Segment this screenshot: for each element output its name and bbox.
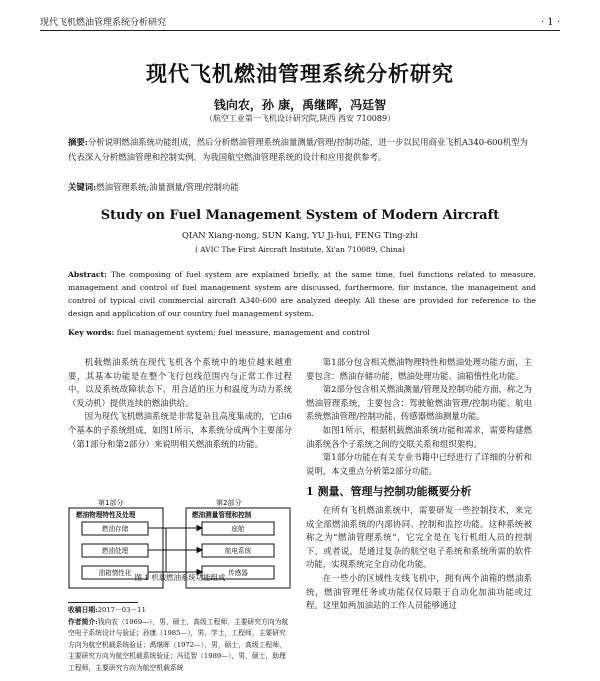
figure-1-caption: 图 1 机载燃油系统功能组成 [134, 573, 226, 582]
chinese-keywords-label: 关键词: [68, 182, 97, 192]
section-heading: 1 测量、管理与控制功能概要分析 [306, 485, 472, 499]
footnote [68, 605, 292, 675]
footnote-received-date: 2017－03－11 [97, 606, 146, 614]
chinese-title: 现代飞机燃油管理系统分析研究 [146, 61, 454, 86]
running-head-title: 现代飞机燃油管理系统分析研究 [40, 18, 167, 28]
running-head [40, 12, 560, 28]
header-rule [40, 30, 560, 31]
body-paragraph: 在一些小的区域性支线飞机中，拥有两个油箱的燃油系统，燃油管理任务或功能仅仅局限于自动化加油功能或过程。这里如两加油站的工作人员能够通过 [306, 572, 532, 611]
chinese-abstract [68, 135, 536, 165]
body-paragraph: 因为现代飞机燃油系统是非常复杂且高度集成的，它由6个基本的子系统组成，如图1所示，本系统分成两个主要部分（第1部分和第2部分）来说明相关燃油系统的功能。 [68, 411, 292, 449]
body-paragraph: 第1部分功能在有关专业书籍中已经进行了详细的分析和说明，本文重点分析第2部分功能。 [306, 452, 532, 476]
figure-item: 油箱惰性化 [98, 569, 132, 577]
body-paragraph: 第1部分包含相关燃油物理特性和燃油处理功能方面，主要包含：燃油存储功能、燃油处理功能、油箱惰性化功能。 [306, 357, 532, 381]
page-number: · 1 · [540, 17, 560, 28]
english-keywords-label: Key words: [68, 328, 115, 337]
english-keywords [68, 328, 536, 337]
english-abstract-label: Abstract: [68, 270, 107, 279]
english-keywords-text: fuel management system; fuel measure, management and control [116, 328, 370, 337]
figure-item: 座舱 [231, 525, 245, 533]
english-authors: QIAN Xiang-nong, SUN Kang, YU Ji-hui, FENG Ting-zhi [182, 230, 418, 240]
figure-item: 航电系统 [224, 547, 252, 555]
left-column [68, 356, 292, 451]
figure-item: 燃油处理 [101, 547, 129, 555]
body-paragraph: 在所有飞机燃油系统中，需要研发一些控制技术，来完成全部燃油系统的内部协同、控制和监控功能。这种系统被称之为“燃油管理系统”，它完全是在飞行机组人员的控制下，或者说，是通过复杂的航空电子系统和系统所需的软件功能，实现系统完全自动化功能。 [306, 504, 532, 570]
english-abstract-text: The composing of fuel system are explained briefly, at the same time, fuel functions related to measure, management and control of fuel management system are discussed, furthermore, for instance, the management and control of typical civil commercial aircraft A340-600 are analyzed deeply. All these are provided for reference to the design and application of our country fuel management system. [68, 270, 536, 318]
chinese-abstract-label: 摘要: [68, 137, 88, 147]
footnote-bio [68, 617, 292, 675]
figure-item: 燃油存储 [101, 525, 129, 533]
figure-part1-label: 第1部分 [98, 499, 124, 507]
footnote-received [68, 605, 292, 617]
chinese-keywords [68, 181, 536, 193]
english-abstract [68, 268, 536, 320]
chinese-keywords-text: 燃油管理系统;油量测量/管理/控制功能 [96, 182, 239, 192]
footnote-rule [68, 602, 138, 603]
english-title: Study on Fuel Management System of Modern Aircraft [100, 208, 500, 223]
figure-part1-header: 燃油物理特性及处理 [76, 511, 136, 519]
chinese-authors: 钱向农，孙 康，禹继晖，冯廷智 [213, 98, 387, 112]
footnote-received-label: 收稿日期: [68, 606, 98, 614]
chinese-affiliation: （航空工业第一飞机设计研究院,陕西 西安 710089） [204, 114, 396, 123]
figure-part2-header: 燃油测量管理和控制 [192, 511, 252, 519]
figure-arrowhead [197, 548, 202, 553]
footnote-bio-label: 作者简介: [68, 617, 98, 626]
figure-arrowhead [197, 526, 202, 531]
right-column [306, 356, 532, 613]
body-paragraph: 如图1所示，根据机载燃油系统功能和需求，需要构建燃油系统各个子系统之间的交联关系和组织架构。 [306, 424, 532, 449]
body-paragraph: 机载燃油系统在现代飞机各个系统中的地位越来越重要，其基本功能是在整个飞行包线范围内与正常工作过程中，以及系统故障状态下，用合适的压力和温度为动力系统（发动机）提供连续的燃油供给。 [68, 357, 292, 408]
body-paragraph: 第2部分包含相关燃油测量/管理及控制功能方面，称之为燃油管理系统，主要包含：驾驶舱燃油管理/控制功能、航电系统燃油管理/控制功能、传感器燃油测量功能。 [306, 384, 532, 422]
english-affiliation: ( AVIC The First Aircraft Institute, Xi'an 710089, China) [195, 245, 405, 254]
footnote-bio-text: 钱向农（1969—），男，硕士，高级工程师，主要研究方向为航空电子系统设计与验证；孙康（1985—），男，学士，工程师，主要研究方向为航空机载系统验证；禹继晖（1972—），男，硕士，高级工程师，主要研究方向为航空机载系统验证；冯廷智（1989—），男，硕士，助理工程师，主要研究方向为航空机载系统 [68, 617, 289, 672]
figure-part2-label: 第2部分 [216, 499, 242, 507]
figure-item: 传感器 [228, 569, 248, 577]
chinese-abstract-text: 分析说明燃油系统功能组成，然后分析燃油管理系统油量测量/管理/控制功能，进一步以民用商业飞机A340-600机型为代表深入分析燃油管理和控制实例，为我国航空燃油管理系统的设计和应用提供参考。 [68, 137, 528, 162]
